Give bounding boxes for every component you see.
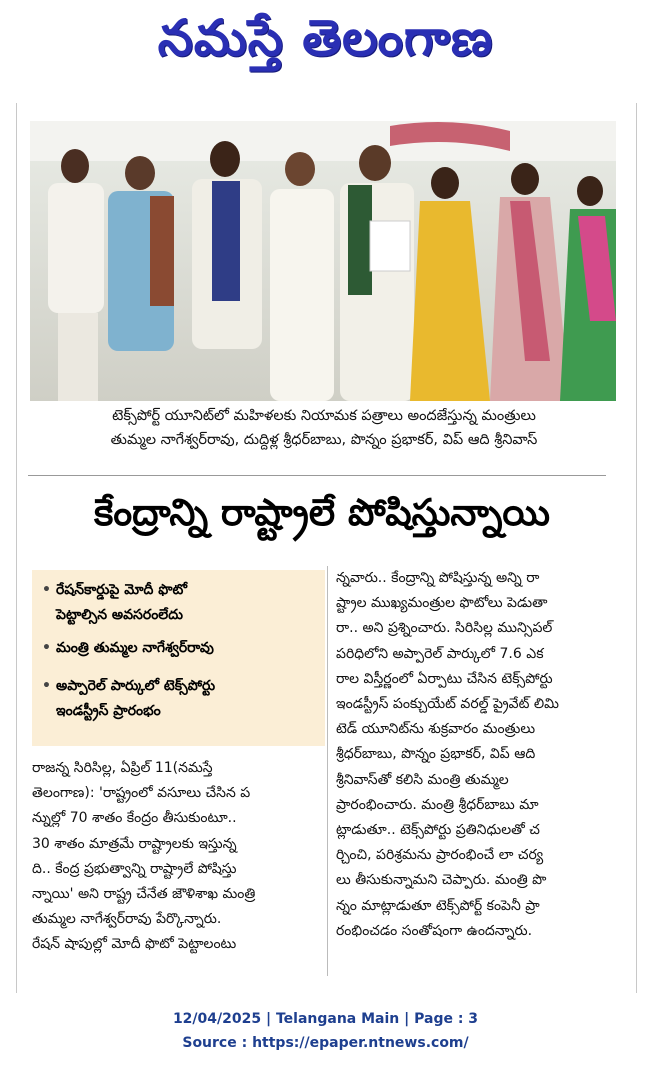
bullet-icon: • <box>42 640 51 656</box>
column-divider <box>327 566 328 976</box>
caption-line-1: టెక్స్‌పోర్ట్ యూనిట్‌లో మహిళలకు నియామక పత్రాలు అందజేస్తున్న మంత్రులు <box>112 408 536 424</box>
highlight-item <box>42 636 214 661</box>
footer-dateline: 12/04/2025 | Telangana Main | Page : 3 <box>172 1011 479 1027</box>
photo-caption <box>28 404 620 452</box>
highlights-box <box>32 570 325 746</box>
caption-line-2: తుమ్మల నాగేశ్వర్‌రావు, దుద్దిళ్ల శ్రీధర్‌బాబు, పొన్నం ప్రభాకర్, విప్ ఆది శ్రీనివాస్ <box>110 432 538 448</box>
headline: కేంద్రాన్ని రాష్ట్రాలే పోషిస్తున్నాయి <box>94 491 550 534</box>
headline-divider <box>28 475 606 476</box>
news-photo <box>30 121 616 401</box>
footer-source: Source : https://epaper.ntnews.com/ <box>182 1035 469 1051</box>
bullet-icon: • <box>42 582 51 598</box>
bullet-icon: • <box>42 678 51 694</box>
body-column-right: న్నవారు.. కేంద్రాన్ని పోషిస్తున్న అన్ని రా ష్ట్రాల ముఖ్యమంత్రుల ఫొటోలు పెడుతా రా.. అని ప్రశ్నించారు. సిరిసిల్ల మున్సిపల్ పరిధిలోని అప్పారెల్ పార్కులో 7.6 ఎక రాల విస్తీర్ణంలో ఏర్పాటు చేసిన టెక్స్‌పోర్టు ఇండస్ట్రీస్ పంక్చుయేట్ వరల్డ్ ప్రైవేట్ లిమి టెడ్ యూనిట్‌ను శుక్రవారం మంత్రులు శ్రీధర్‌బాబు, పొన్నం ప్రభాకర్, విప్ ఆది శ్రీనివాస్‌తో కలిసి మంత్రి తుమ్మల ప్రారంభించారు. మంత్రి శ్రీధర్‌బాబు మా ట్లాడుతూ.. టెక్స్‌పోర్టు ప్రతినిధులతో చ ర్చించి, పరిశ్రమను ప్రారంభించే లా చర్య లు తీసుకున్నామని చెప్పారు. మంత్రి పొ న్నం మాట్లాడుతూ టెక్స్‌పోర్ట్ కంపెనీ ప్రా రంభించడం సంతోషంగా ఉందన్నారు. <box>336 570 559 939</box>
highlight-text: రేషన్‌కార్డుపై మోదీ ఫొటో పెట్టాల్సిన అవసరంలేదు <box>56 582 188 623</box>
highlight-text: మంత్రి తుమ్మల నాగేశ్వర్‌రావు <box>56 640 214 656</box>
highlight-text: అప్పారెల్ పార్కులో టెక్స్‌పోర్టు ఇండస్ట్రీస్ ప్రారంభం <box>56 678 216 719</box>
body-column-left: రాజన్న సిరిసిల్ల, ఏప్రిల్ 11(నమస్తే తెలంగాణ): 'రాష్ట్రంలో వసూలు చేసిన ప న్నుల్లో 70 శాతం కేంద్రం తీసుకుంటూ.. 30 శాతం మాత్రమే రాష్ట్రాలకు ఇస్తున్న ది.. కేంద్ర ప్రభుత్వాన్ని రాష్ట్రాలే పోషిస్తు న్నాయి' అని రాష్ట్ర చేనేత జౌళిశాఖ మంత్రి తుమ్మల నాగేశ్వర్‌రావు పేర్కొన్నారు. రేషన్ షాపుల్లో మోదీ ఫొటో పెట్టాలంటు <box>32 760 256 953</box>
masthead <box>0 0 651 88</box>
masthead-title: నమస్తే తెలంగాణ <box>157 8 494 67</box>
highlight-item <box>42 578 187 628</box>
highlight-item <box>42 674 215 724</box>
